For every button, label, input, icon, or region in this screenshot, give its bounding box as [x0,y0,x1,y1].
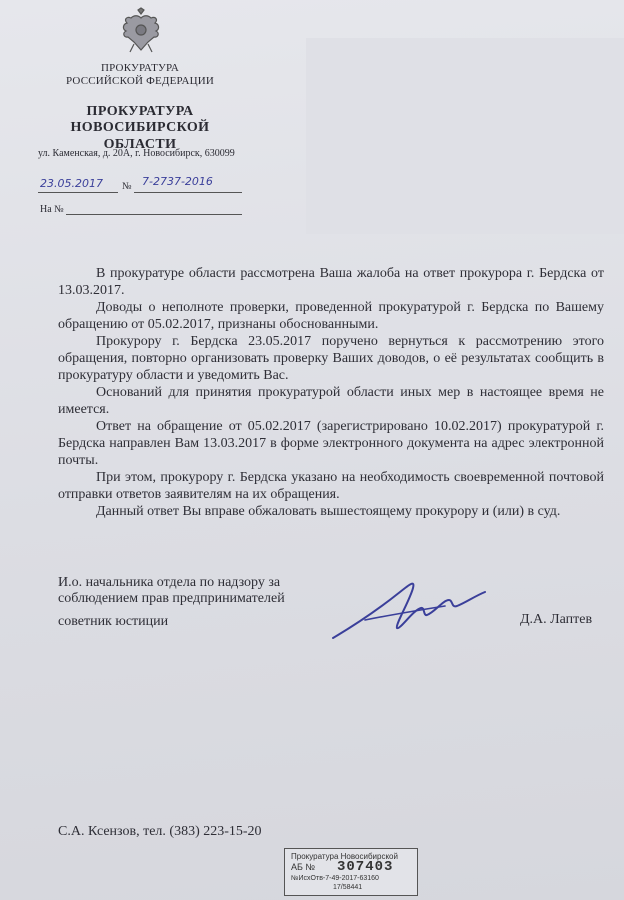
letter-body [58,265,604,520]
paragraph: Оснований для принятия прокуратурой области иных мер в настоящее время не имеется. [58,385,604,417]
number-underline [134,192,242,193]
org-line1: ПРОКУРАТУРА [100,62,180,74]
stamp-series: АБ № [291,862,316,872]
stamp-number: 307403 [337,859,394,875]
signer-rank: советник юстиции [58,614,169,629]
signer-position-line2: соблюдением прав предпринимателей [58,591,285,606]
handwritten-signature [325,570,490,645]
stamp-line4: 17/58441 [333,884,363,891]
dept-line2: НОВОСИБИРСКОЙ ОБЛАСТИ [70,120,210,152]
dept-line1: ПРОКУРАТУРА [86,104,194,119]
paragraph: В прокуратуре области рассмотрена Ваша жалоба на ответ прокурора г. Бердска от 13.03.2017. [58,266,604,298]
paragraph: Данный ответ Вы вправе обжаловать вышестоящему прокурору и (или) в суд. [96,504,561,519]
signer-position-line1: И.о. начальника отдела по надзору за [58,575,281,590]
reply-underline [66,214,242,215]
number-label: № [122,181,132,192]
org-line2: РОССИЙСКОЙ ФЕДЕРАЦИИ [65,75,215,87]
registration-stamp [284,848,418,896]
paragraph: Прокурору г. Бердска 23.05.2017 поручено вернуться к рассмотрению этого обращения, повторно организовать проверку Ваших доводов, о её результатах сообщить в прокуратуру области и уведомить Вас. [58,334,604,383]
registration-date: 23.05.2017 [40,177,103,190]
blank-recipient-area [306,38,624,234]
coat-of-arms-icon [116,6,166,56]
registration-number: 7-2737-2016 [142,175,213,188]
executor-contact: С.А. Ксензов, тел. (383) 223-15-20 [58,824,262,839]
paragraph: Ответ на обращение от 05.02.2017 (зарегистрировано 10.02.2017) прокуратурой г. Бердска направлен Вам 13.03.2017 в форме электронного документа на адрес электронной почты. [58,419,604,468]
stamp-line3: №ИсхОтв-7-49-2017-63160 [291,875,379,882]
reply-label: На № [40,204,64,215]
stamp-line1: Прокуратура Новосибирской [291,852,398,861]
paragraph: Доводы о неполноте проверки, проведенной прокуратурой г. Бердска по Вашему обращению от 05.02.2017, признаны обоснованными. [58,300,604,332]
date-underline [38,192,118,193]
signer-name: Д.А. Лаптев [520,612,593,627]
paragraph: При этом, прокурору г. Бердска указано на необходимость своевременной почтовой отправки ответов заявителям на их обращения. [58,470,604,502]
address: ул. Каменская, д. 20А, г. Новосибирск, 630099 [38,148,235,159]
